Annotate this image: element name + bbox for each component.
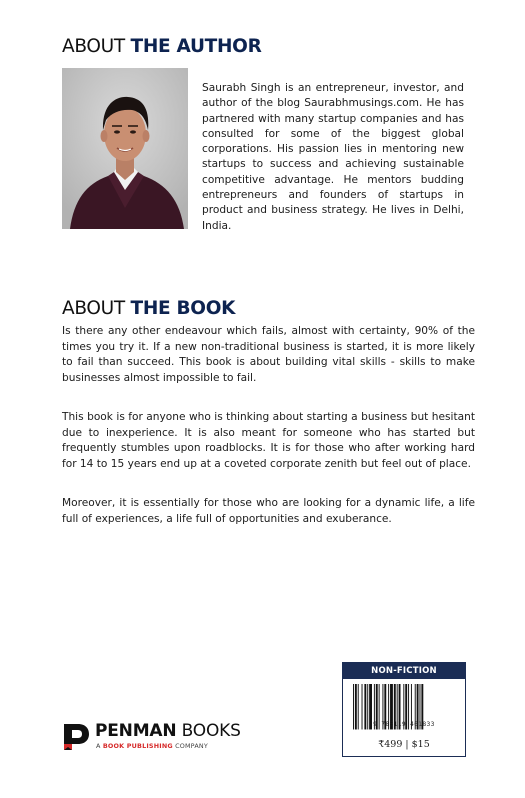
penman-logo-icon — [62, 722, 90, 752]
publisher-tagline-suffix: COMPANY — [172, 742, 208, 750]
publisher-tagline-highlight: BOOK PUBLISHING — [102, 742, 173, 750]
author-heading-emphasis: THE AUTHOR — [130, 36, 262, 57]
author-heading — [62, 36, 262, 57]
book-paragraph: Moreover, it is essentially for those who are looking for a dynamic life, a life full of experiences, a life full of opportunities and exuberance. — [62, 497, 475, 525]
publisher-name-bold: PENMAN — [95, 721, 177, 741]
publisher-name — [95, 721, 241, 741]
publisher-tagline-prefix: A — [96, 742, 103, 750]
book-heading-prefix: ABOUT — [62, 298, 131, 319]
publisher-mark — [62, 720, 302, 756]
price-label: ₹499 | $15 — [378, 739, 430, 750]
publisher-tagline — [96, 742, 208, 750]
book-paragraph: This book is for anyone who is thinking about starting a business but hesitant due to inexperience. It is also meant for someone who has started but frequently stumbles upon roadblocks. It is for those who after working hard for 14 to 15 years end up at a coveted corporate zenith but feel out of place. — [62, 411, 475, 470]
author-bio: Saurabh Singh is an entrepreneur, investor, and author of the blog Saurabhmusings.com. He has partnered with many startup companies and has consulted for some of the biggest global corporations. His passion lies in mentoring new startups to success and achieving sustainable competitive advantage. He mentors budding entrepreneurs and founders of startups in product and business strategy. He lives in Delhi, India. — [202, 82, 464, 232]
publisher-name-regular: BOOKS — [176, 721, 241, 741]
barcode-category: NON-FICTION — [343, 663, 465, 679]
author-portrait-image — [62, 68, 188, 229]
book-paragraph: Is there any other endeavour which fails, almost with certainty, 90% of the times you try it. If a new non-traditional business is started, it is more likely to fail than succeed. This book is about building vital skills - skills to make businesses almost impossible to fail. — [62, 325, 475, 384]
book-heading-emphasis: THE BOOK — [130, 298, 236, 319]
book-heading — [62, 298, 235, 319]
barcode-box — [342, 662, 466, 757]
author-photo — [62, 68, 188, 229]
author-heading-prefix: ABOUT — [62, 36, 131, 57]
isbn-number: 9 788119 401833 — [373, 721, 435, 728]
